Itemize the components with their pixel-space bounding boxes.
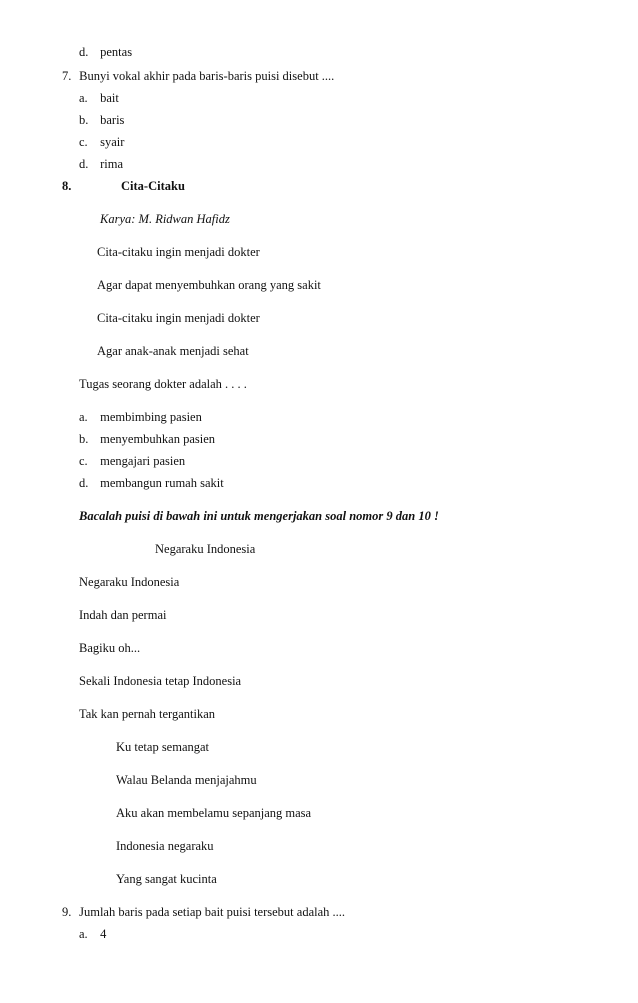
poem2-line: Aku akan membelamu sepanjang masa (116, 806, 312, 820)
q8-option-b (79, 431, 215, 447)
option-letter: c. (79, 135, 88, 149)
q9-question (62, 904, 345, 920)
q8-poem-line: Agar anak-anak menjadi sehat (97, 344, 249, 358)
option-letter: a. (79, 410, 88, 424)
q8-option-c (79, 453, 185, 469)
instruction: Bacalah puisi di bawah ini untuk mengerjakan soal nomor 9 dan 10 ! (79, 509, 439, 523)
poem2-line: Ku tetap semangat (116, 740, 210, 754)
q7-option-a (79, 90, 119, 106)
option-text: 4 (100, 927, 107, 941)
q9-option-a (79, 926, 106, 942)
option-text: menyembuhkan pasien (100, 432, 216, 446)
q8-option-d (79, 475, 224, 491)
q8-poem-line: Cita-citaku ingin menjadi dokter (97, 311, 260, 325)
question-number: 9. (62, 905, 72, 919)
option-text: mengajari pasien (100, 454, 186, 468)
option-text: pentas (100, 45, 133, 59)
poem2-line: Bagiku oh... (79, 641, 141, 655)
poem2-line: Indah dan permai (79, 608, 167, 622)
q8-option-a (79, 409, 202, 425)
q7-option-b (79, 112, 124, 128)
poem2-title: Negaraku Indonesia (155, 542, 256, 556)
q7-option-c (79, 134, 124, 150)
option-text: syair (100, 135, 125, 149)
poem2-line: Tak kan pernah tergantikan (79, 707, 215, 721)
option-text: baris (100, 113, 125, 127)
q7-option-d (79, 156, 123, 172)
q7-question (62, 68, 334, 84)
poem2-line: Sekali Indonesia tetap Indonesia (79, 674, 242, 688)
question-text: Jumlah baris pada setiap bait puisi tersebut adalah .... (79, 905, 346, 919)
option-text: rima (100, 157, 124, 171)
option-text: membangun rumah sakit (100, 476, 224, 490)
q8-author: Karya: M. Ridwan Hafidz (100, 212, 230, 226)
question-number: 7. (62, 69, 72, 83)
option-letter: d. (79, 476, 89, 490)
poem2-line: Indonesia negaraku (116, 839, 214, 853)
q8-question: Tugas seorang dokter adalah . . . . (79, 377, 247, 391)
option-letter: b. (79, 113, 89, 127)
option-text: bait (100, 91, 119, 105)
q8-number: 8. (62, 179, 72, 193)
option-letter: c. (79, 454, 88, 468)
option-letter: d. (79, 157, 89, 171)
poem2-line: Negaraku Indonesia (79, 575, 180, 589)
option-letter: b. (79, 432, 89, 446)
option-letter: a. (79, 91, 88, 105)
q8-poem-line: Agar dapat menyembuhkan orang yang sakit (97, 278, 321, 292)
option-text: membimbing pasien (100, 410, 202, 424)
poem2-line: Walau Belanda menjajahmu (116, 773, 257, 787)
poem2-line: Yang sangat kucinta (116, 872, 217, 886)
option-letter: a. (79, 927, 88, 941)
option-letter: d. (79, 45, 89, 59)
question-text: Bunyi vokal akhir pada baris-baris puisi disebut .... (79, 69, 335, 83)
q6-option-d (79, 44, 132, 60)
q8-poem-title: Cita-Citaku (121, 179, 185, 193)
q8-poem-line: Cita-citaku ingin menjadi dokter (97, 245, 260, 259)
